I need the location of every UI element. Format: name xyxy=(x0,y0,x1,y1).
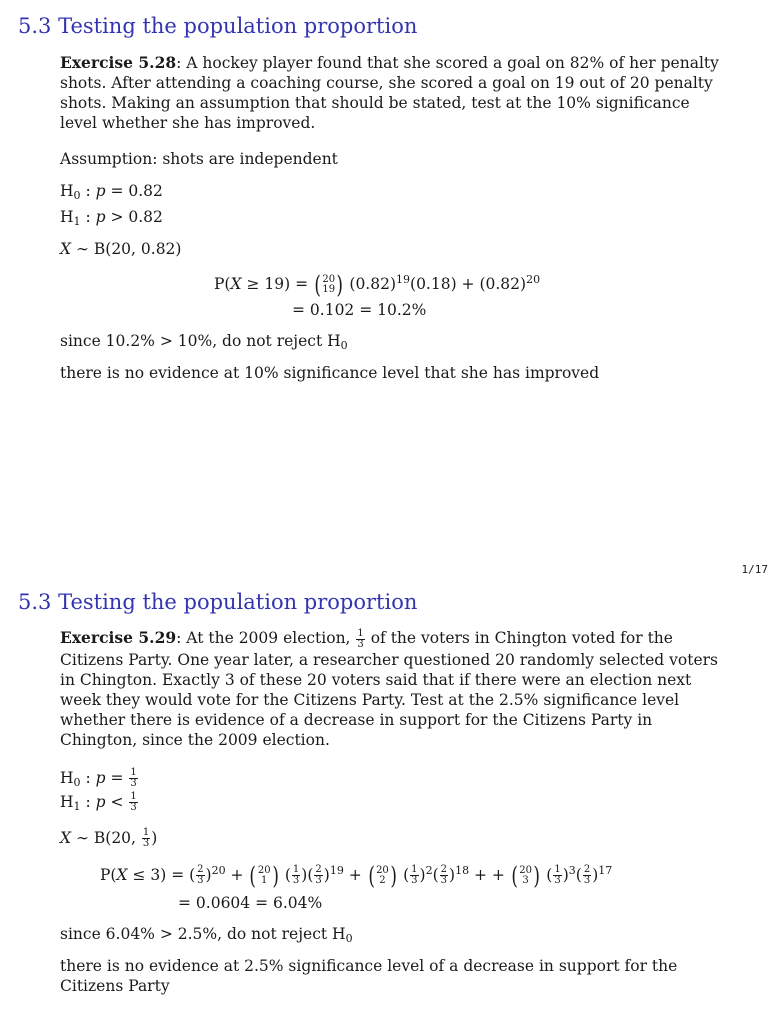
probability-equation xyxy=(60,271,720,323)
distribution-line: X ∼ B(20, $\frac{1}{3}$ ) xyxy=(60,827,158,849)
conclusion-1: since 10.2% > 10%, do not reject $H_0$ xyxy=(60,332,348,352)
exercise-label: Exercise 5.29 xyxy=(60,628,177,647)
frame-title: 5.3 Testing the population proportion xyxy=(18,590,418,614)
exercise-label: Exercise 5.28 xyxy=(60,53,177,72)
alt-hypothesis: $H_1$ : p > 0.82 xyxy=(60,208,163,228)
distribution-line: X ∼ B(20, 0.82) xyxy=(60,240,182,258)
alt-hypothesis: $H_1$ : p < $\frac{1}{3}$ xyxy=(60,791,137,813)
binomial-coefficient: ( 20 19 ) xyxy=(314,271,344,299)
exercise-paragraph: Exercise 5.29: At the 2009 election, $\frac{1}{3}$ of the voters in Chington voted for the Citizens Party. One year later, a researcher questioned 20 randomly selected voters in Chington. Exactly 3 of these 20 voters said that if there were an election next week they would vote for the Citizens Party. Test at the 2.5% significance level whether there is evidence of a decrease in support for the Citizens Party in Chington, since the 2009 election. xyxy=(60,627,719,749)
probability-row-1: P(X ≥ 19) = ( 20 19 ) $(0.82)^{19}(0.18) + (0.82)^{20}$ xyxy=(214,271,541,299)
frame-title: 5.3 Testing the population proportion xyxy=(18,14,418,38)
probability-equation xyxy=(60,860,720,916)
page-number: 1/17 xyxy=(741,563,768,576)
null-hypothesis: $H_0$ : p = $\frac{1}{3}$ xyxy=(60,767,137,789)
probability-row-2: = 0.0604 = 6.04% xyxy=(178,893,323,912)
probability-row-2: = 0.102 = 10.2% xyxy=(292,301,427,319)
null-hypothesis: $H_0$ : p = 0.82 xyxy=(60,182,163,202)
assumption-line: Assumption: shots are independent xyxy=(60,150,338,168)
probability-row-1: P(X ≤ 3) = ( $\frac{2}{3}$ )$^{20}$ + ( 20 1 ) ( $\frac{1}{3}$ )( $\frac{2}{3}$ )$^{19}$ + ( 20 2 ) ( $\frac{1}{3}$ )$^2$( $\frac{2}{3}$ )$^{18}$ + + ( 20 3 ) ( $\frac{1}{3}$ )$^3$( $\frac{2}{3}$ )$^{17}$ xyxy=(100,861,613,890)
slide-content xyxy=(60,628,720,996)
conclusion-2: there is no evidence at 10% significance level that she has improved xyxy=(60,364,600,382)
exercise-text: : A hockey player found that she scored a goal on 82% of her penalty shots. After attending a coaching course, she scored a goal on 19 out of 20 penalty shots. Making an assumption that should be stated, test at the 10% significance level whether she has improved. xyxy=(60,54,719,132)
conclusion-1: since 6.04% > 2.5%, do not reject $H_0$ xyxy=(60,924,353,945)
conclusion-2: there is no evidence at 2.5% significance level of a decrease in support for the Citizens Party xyxy=(60,956,678,995)
hypotheses xyxy=(60,766,720,814)
hypotheses xyxy=(60,181,720,227)
exercise-paragraph xyxy=(60,53,720,133)
fraction-one-third: $\frac{1}{3}$ xyxy=(357,627,364,650)
slide-content xyxy=(60,53,720,383)
slide-2 xyxy=(0,580,768,1024)
